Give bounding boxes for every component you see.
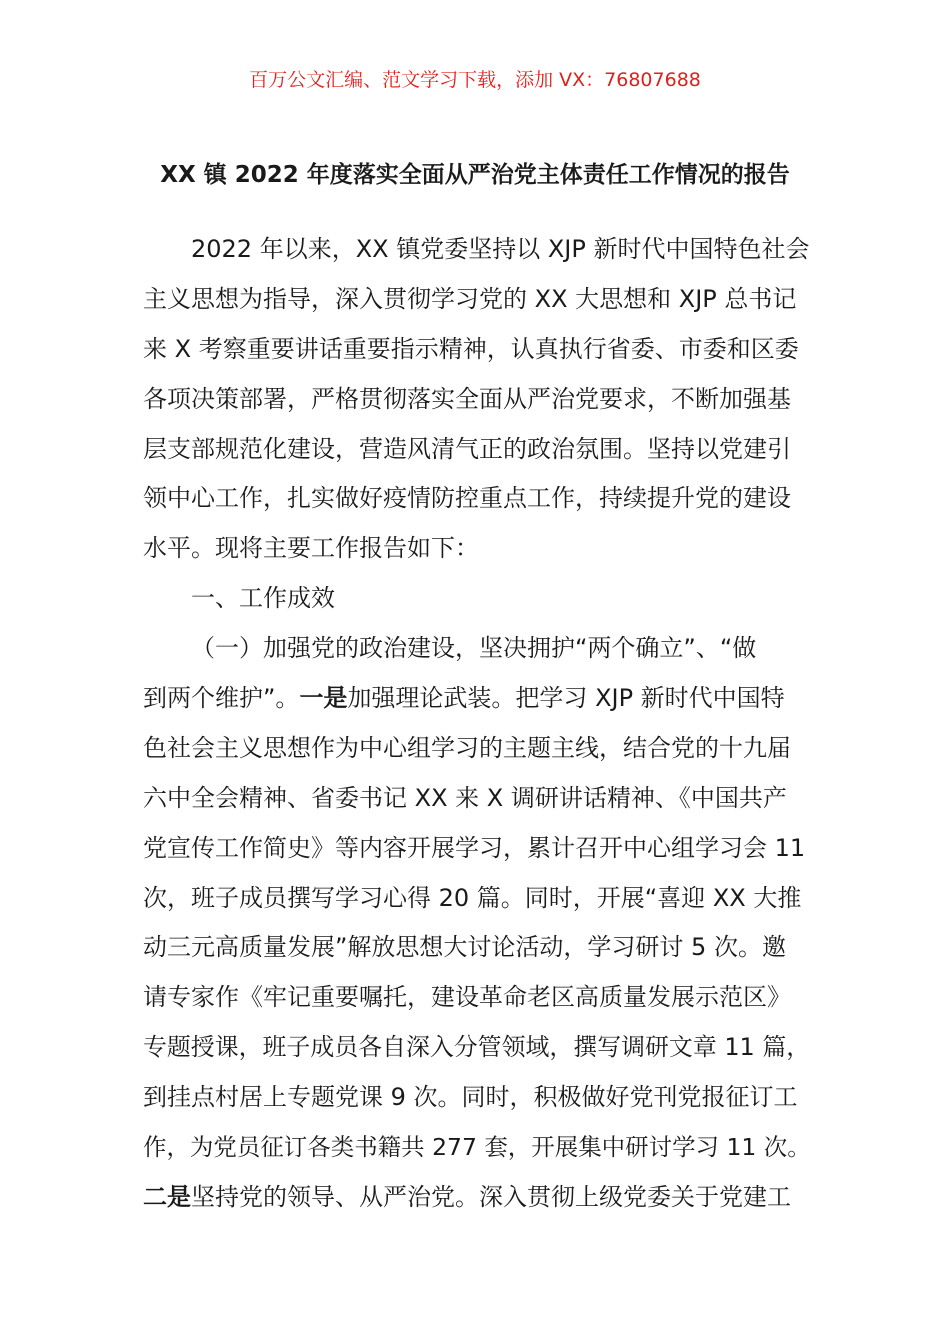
paragraph-line: 层支部规范化建设，营造风清气正的政治氛围。坚持以党建引 xyxy=(143,434,791,463)
header-banner: 百万公文汇编、范文学习下载，添加 VX：76807688 xyxy=(249,69,701,91)
paragraph-line: 来 X 考察重要讲话重要指示精神，认真执行省委、市委和区委 xyxy=(143,334,799,363)
section-heading: 一、工作成效 xyxy=(191,584,335,613)
lead-phrase: 二是 xyxy=(143,1182,191,1211)
lead-phrase: 一是 xyxy=(299,684,348,713)
paragraph-line: 2022 年以来，XX 镇党委坚持以 XJP 新时代中国特色社会 xyxy=(191,235,810,263)
paragraph-line xyxy=(143,1173,811,1223)
subsection-heading: （一）加强党的政治建设，坚决拥护“两个确立”、“做 xyxy=(191,634,757,663)
paragraph-line-part: 坚持党的领导、从严治党。深入贯彻上级党委关于党建工 xyxy=(191,1182,791,1211)
paragraph-line: 作，为党员征订各类书籍共 277 套，开展集中研讨学习 11 次。 xyxy=(143,1133,811,1162)
paragraph-line: 请专家作《牢记重要嘱托，建设革命老区高质量发展示范区》 xyxy=(143,983,791,1012)
paragraph-line: 动三元高质量发展”解放思想大讨论活动，学习研讨 5 次。邀 xyxy=(143,933,786,962)
paragraph-line: 党宣传工作简史》等内容开展学习，累计召开中心组学习会 11 xyxy=(143,833,806,862)
paragraph-line: 色社会主义思想作为中心组学习的主题主线，结合党的十九届 xyxy=(143,733,791,762)
paragraph-line: 水平。现将主要工作报告如下： xyxy=(143,534,479,563)
paragraph-line: 专题授课，班子成员各自深入分管领域，撰写调研文章 11 篇， xyxy=(143,1033,811,1062)
document-body xyxy=(143,225,811,1223)
paragraph-line: 主义思想为指导，深入贯彻学习党的 XX 大思想和 XJP 总书记 xyxy=(143,284,797,313)
paragraph-line xyxy=(143,674,811,724)
paragraph-line: 次，班子成员撰写学习心得 20 篇。同时，开展“喜迎 XX 大推 xyxy=(143,883,802,912)
paragraph-line: 领中心工作，扎实做好疫情防控重点工作，持续提升党的建设 xyxy=(143,484,791,513)
document-title: XX 镇 2022 年度落实全面从严治党主体责任工作情况的报告 xyxy=(160,162,790,188)
paragraph-line-part: 到两个维护”。 xyxy=(143,684,300,713)
paragraph-line: 六中全会精神、省委书记 XX 来 X 调研讲话精神、《中国共产 xyxy=(143,783,787,812)
paragraph-line: 到挂点村居上专题党课 9 次。同时，积极做好党刊党报征订工 xyxy=(143,1083,798,1112)
paragraph-line: 各项决策部署，严格贯彻落实全面从严治党要求，不断加强基 xyxy=(143,384,791,413)
paragraph-line-part: 加强理论武装。把学习 XJP 新时代中国特 xyxy=(347,684,785,713)
